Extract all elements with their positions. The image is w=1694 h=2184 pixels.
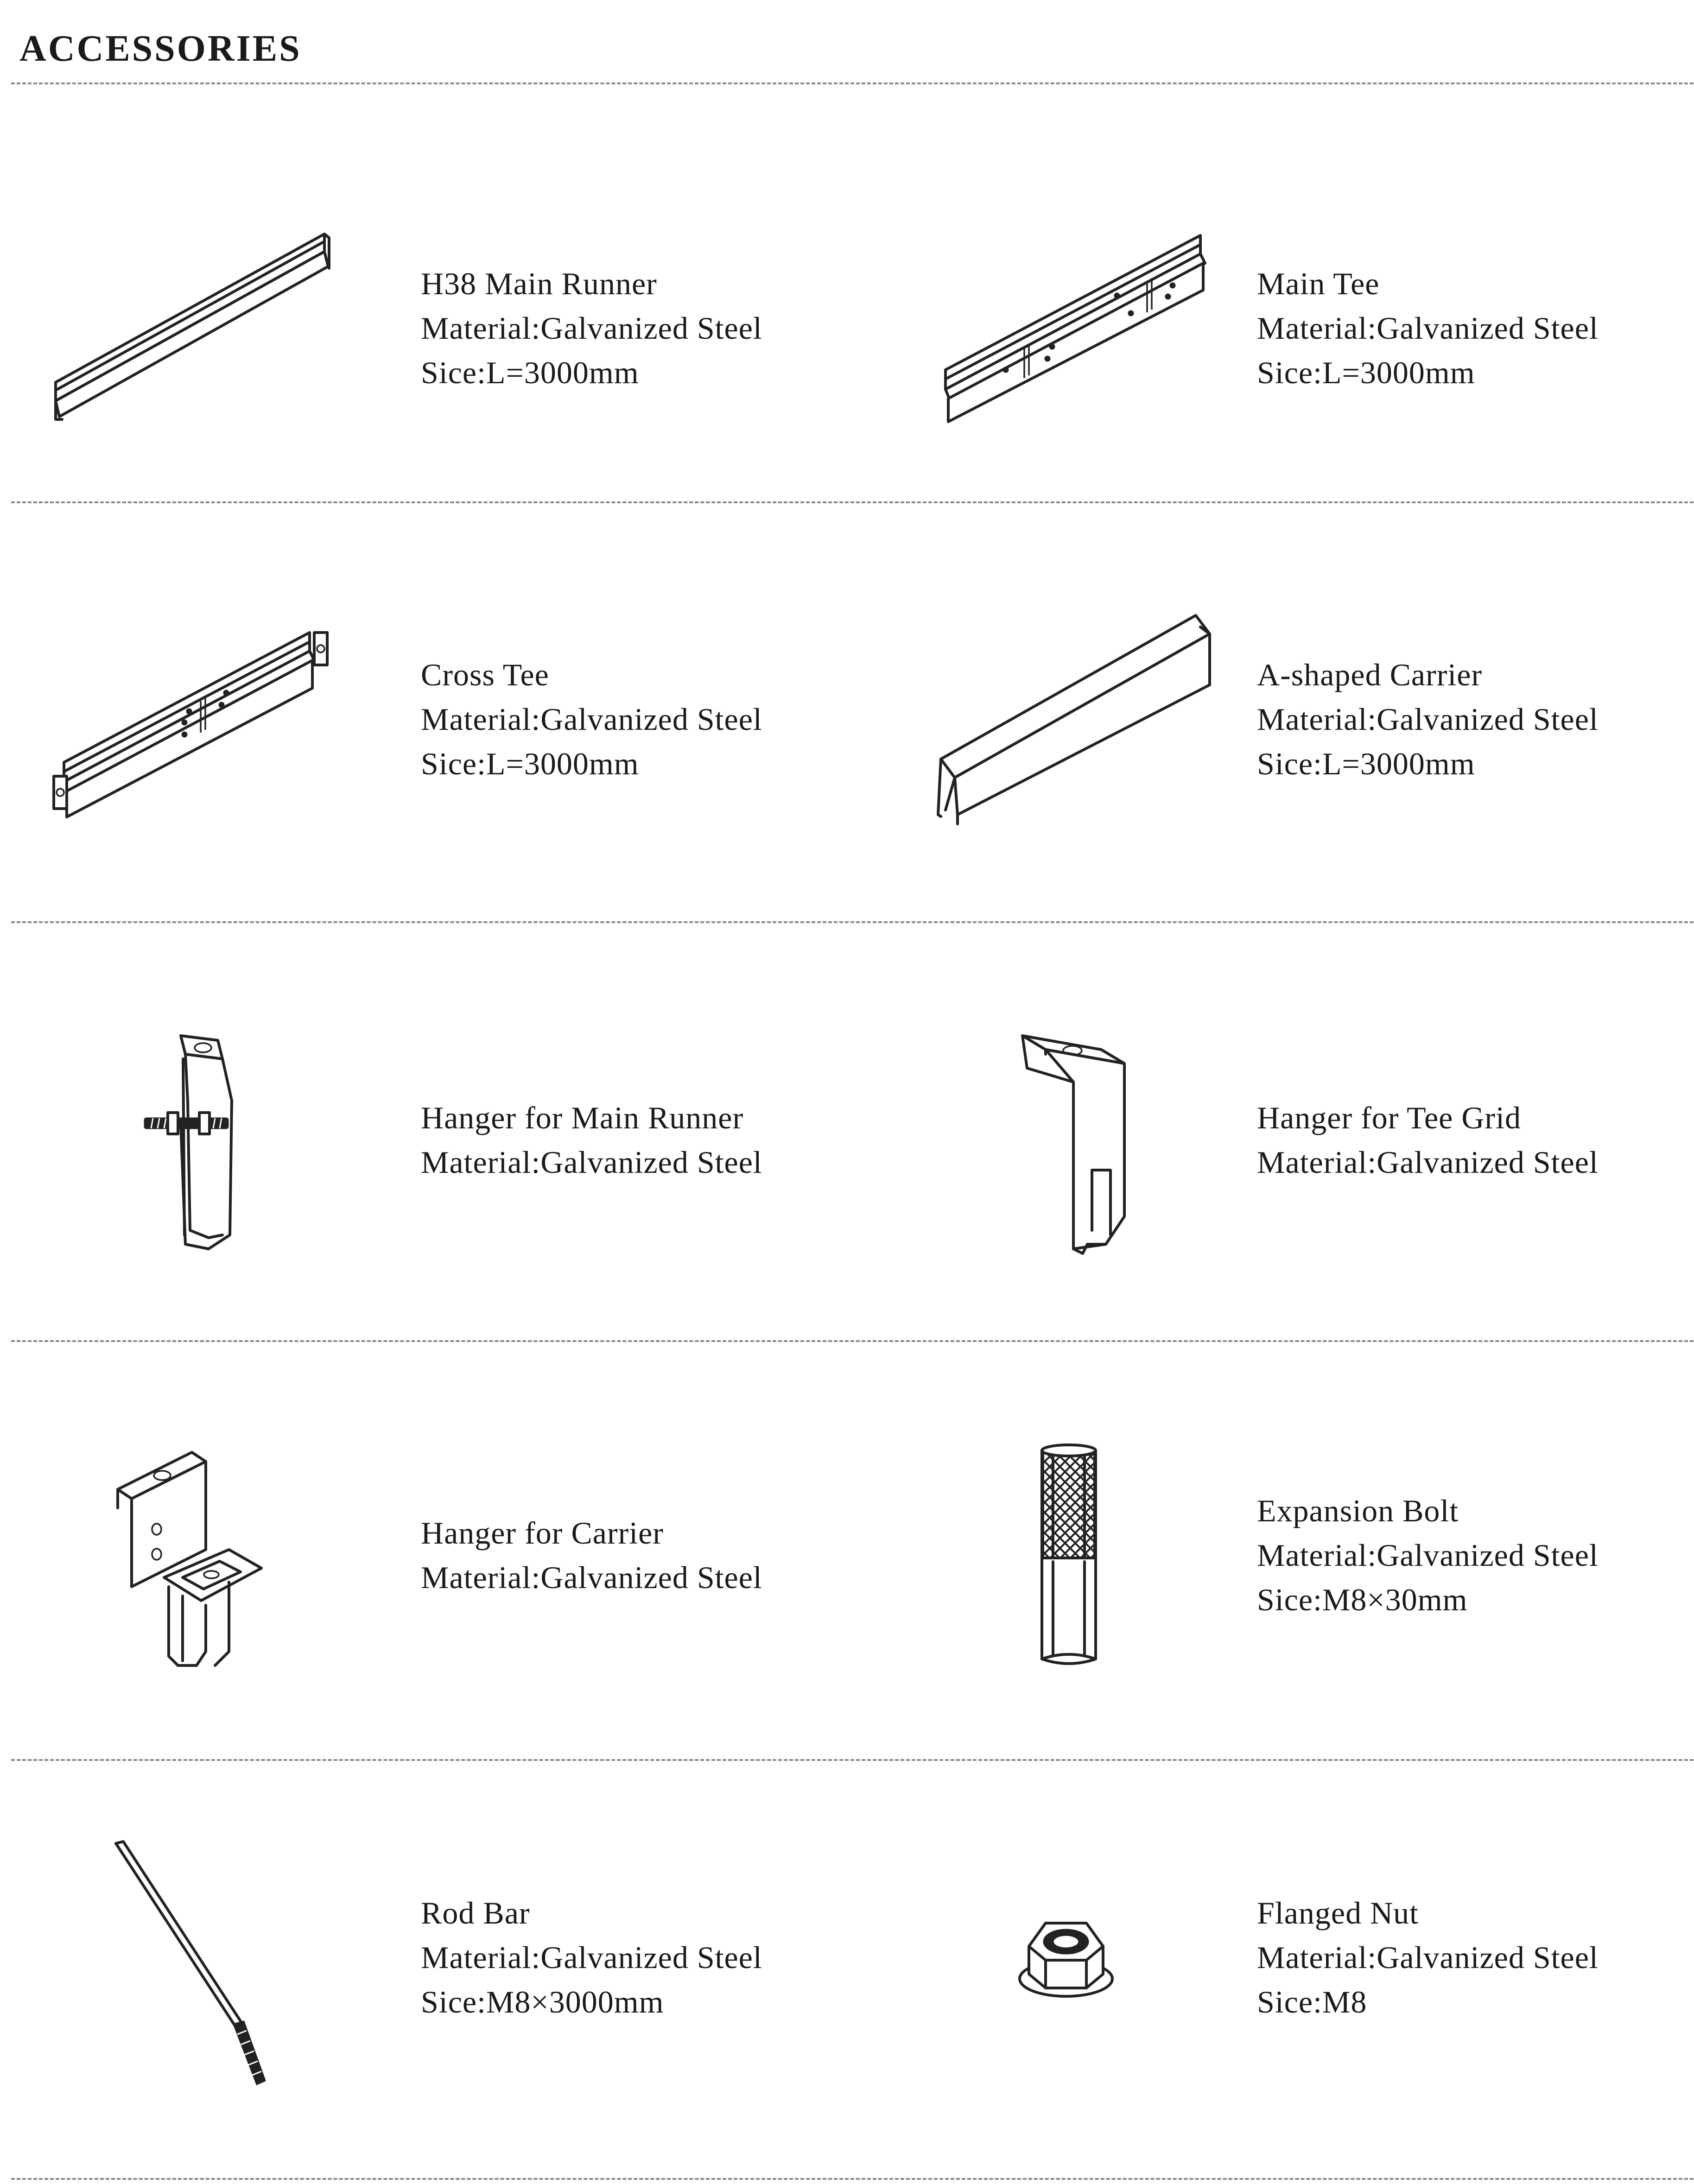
product-info xyxy=(1257,1488,1599,1622)
flanged-nut-icon xyxy=(1015,1909,1117,2002)
main-tee-icon xyxy=(941,231,1210,425)
product-size: Sice:L=3000mm xyxy=(421,746,639,781)
product-size: Sice:L=3000mm xyxy=(1257,746,1475,781)
product-name: Flanged Nut xyxy=(1257,1895,1419,1931)
product-material: Material:Galvanized Steel xyxy=(1257,1940,1599,1975)
product-name: Hanger for Main Runner xyxy=(421,1100,744,1135)
product-material: Material:Galvanized Steel xyxy=(421,310,762,346)
product-name: Hanger for Carrier xyxy=(421,1515,664,1551)
product-material: Material:Galvanized Steel xyxy=(421,1560,762,1595)
cross-tee-icon xyxy=(50,623,337,823)
product-info xyxy=(421,652,762,786)
product-name: Main Tee xyxy=(1257,266,1380,301)
page-title: ACCESSORIES xyxy=(19,28,302,69)
main-runner-icon xyxy=(51,229,334,429)
product-material: Material:Galvanized Steel xyxy=(421,702,762,737)
product-info xyxy=(1257,652,1599,786)
hanger-tee-grid-icon xyxy=(1018,1031,1129,1258)
divider xyxy=(11,82,1694,84)
product-info xyxy=(421,1095,762,1184)
product-name: H38 Main Runner xyxy=(421,266,657,301)
product-name: A-shaped Carrier xyxy=(1257,657,1483,692)
product-material: Material:Galvanized Steel xyxy=(1257,310,1599,346)
product-info xyxy=(1257,261,1599,395)
product-info xyxy=(1257,1095,1599,1184)
product-material: Material:Galvanized Steel xyxy=(1257,1538,1599,1573)
hanger-main-runner-icon xyxy=(139,1031,241,1253)
rod-bar-icon xyxy=(109,1840,272,2090)
hanger-carrier-icon xyxy=(108,1448,266,1679)
product-name: Expansion Bolt xyxy=(1257,1493,1459,1528)
a-shaped-carrier-icon xyxy=(932,611,1214,829)
divider xyxy=(11,1340,1694,1342)
divider xyxy=(11,2178,1694,2180)
product-info xyxy=(421,1891,762,2024)
product-size: Sice:L=3000mm xyxy=(421,355,639,390)
product-material: Material:Galvanized Steel xyxy=(421,1145,762,1180)
divider xyxy=(11,921,1694,923)
product-size: Sice:M8×3000mm xyxy=(421,1984,664,2019)
product-size: Sice:M8 xyxy=(1257,1984,1367,2019)
divider xyxy=(11,1759,1694,1761)
expansion-bolt-icon xyxy=(1034,1441,1104,1673)
product-name: Cross Tee xyxy=(421,657,549,692)
product-material: Material:Galvanized Steel xyxy=(1257,702,1599,737)
product-info xyxy=(1257,1891,1599,2024)
product-size: Sice:L=3000mm xyxy=(1257,355,1475,390)
product-name: Rod Bar xyxy=(421,1895,530,1931)
product-name: Hanger for Tee Grid xyxy=(1257,1100,1521,1135)
divider xyxy=(11,501,1694,503)
product-size: Sice:M8×30mm xyxy=(1257,1582,1468,1617)
product-info xyxy=(421,261,762,395)
product-material: Material:Galvanized Steel xyxy=(421,1940,762,1975)
product-material: Material:Galvanized Steel xyxy=(1257,1145,1599,1180)
product-info xyxy=(421,1511,762,1600)
